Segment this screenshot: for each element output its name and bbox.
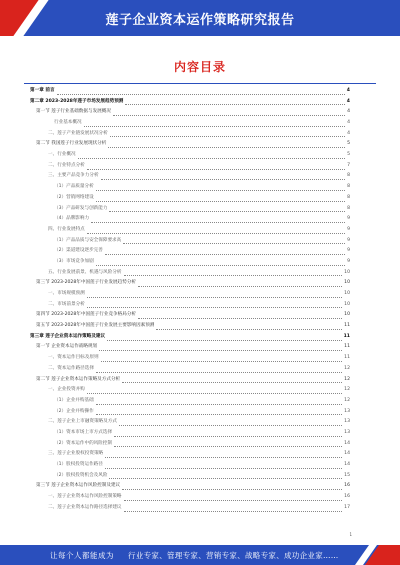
toc-dot-leader bbox=[96, 265, 345, 266]
toc-dot-leader bbox=[119, 425, 342, 426]
toc-entry-title: 第一节 企业资本运作战略规划 bbox=[36, 344, 98, 350]
toc-dot-leader bbox=[96, 404, 342, 405]
toc-entry-page: 8 bbox=[347, 173, 350, 179]
toc-entry-page: 4 bbox=[346, 98, 350, 104]
toc-entry[interactable] bbox=[30, 481, 350, 492]
toc-entry-page: 16 bbox=[344, 483, 350, 489]
table-of-contents bbox=[30, 86, 350, 514]
toc-entry[interactable] bbox=[30, 214, 350, 225]
toc-dot-leader bbox=[108, 147, 345, 148]
toc-entry-page: 13 bbox=[344, 429, 350, 435]
toc-entry-page: 4 bbox=[346, 87, 350, 93]
toc-entry-page: 5 bbox=[347, 141, 350, 147]
toc-entry[interactable] bbox=[30, 139, 350, 150]
toc-entry-title: （3）产品研发与创新能力 bbox=[54, 205, 108, 211]
toc-entry-title: 第三节 莲子企业资本运作风险控制及建议 bbox=[36, 483, 121, 489]
toc-dot-leader bbox=[138, 318, 342, 319]
toc-dot-leader bbox=[124, 511, 343, 512]
toc-entry-page: 10 bbox=[344, 312, 350, 318]
toc-entry-title: 第一节 莲子行业基础数据与发展概况 bbox=[36, 109, 111, 115]
toc-entry[interactable] bbox=[30, 428, 350, 439]
toc-entry[interactable] bbox=[30, 204, 350, 215]
toc-entry-page: 13 bbox=[344, 408, 350, 414]
toc-entry[interactable] bbox=[30, 396, 350, 407]
toc-entry[interactable] bbox=[30, 97, 350, 108]
toc-entry-title: 第二节 莲子企业资本运作策略及方式分析 bbox=[36, 376, 121, 382]
toc-entry-title: 五、行业发展前景、机遇与风险分析 bbox=[48, 269, 122, 275]
toc-dot-leader bbox=[123, 243, 345, 244]
toc-entry-page: 9 bbox=[347, 226, 350, 232]
toc-dot-leader bbox=[124, 275, 343, 276]
toc-entry-page: 9 bbox=[347, 248, 350, 254]
toc-entry-page: 17 bbox=[344, 504, 350, 510]
toc-entry[interactable] bbox=[30, 182, 350, 193]
toc-entry-title: （3）市场竞争加剧 bbox=[54, 258, 94, 264]
toc-dot-leader bbox=[57, 94, 345, 95]
toc-entry-page: 9 bbox=[347, 258, 350, 264]
toc-entry-title: 三、主要产品竞争力分析 bbox=[48, 173, 99, 179]
toc-entry[interactable] bbox=[30, 107, 350, 118]
toc-entry-title: 二、资本运作路径选择 bbox=[48, 365, 94, 371]
toc-entry-title: 二、莲子产业链发展状况分析 bbox=[48, 130, 108, 136]
toc-entry[interactable] bbox=[30, 310, 350, 321]
toc-entry-page: 14 bbox=[344, 462, 350, 468]
toc-entry-page: 4 bbox=[347, 120, 350, 126]
toc-entry-title: 三、莲子企业股权投资策略 bbox=[48, 451, 104, 457]
toc-heading: 内容目录 bbox=[173, 60, 226, 74]
toc-entry-page: 4 bbox=[347, 109, 350, 115]
toc-entry[interactable] bbox=[30, 343, 350, 354]
toc-entry[interactable] bbox=[30, 471, 350, 482]
toc-entry-page: 10 bbox=[344, 291, 350, 297]
toc-dot-leader bbox=[101, 361, 343, 362]
toc-entry-page: 12 bbox=[344, 365, 350, 371]
toc-entry-page: 15 bbox=[344, 472, 350, 478]
toc-dot-leader bbox=[105, 468, 342, 469]
footer-slogan-right: 行业专家、管理专家、营销专家、战略专家、成功企业家…… bbox=[128, 551, 339, 560]
toc-entry-title: （1）产品品质与安全保障要求高 bbox=[54, 237, 122, 243]
toc-dot-leader bbox=[122, 489, 342, 490]
toc-entry[interactable] bbox=[30, 449, 350, 460]
toc-dot-leader bbox=[110, 136, 345, 137]
toc-entry-page: 11 bbox=[344, 323, 350, 329]
toc-entry[interactable] bbox=[30, 492, 350, 503]
toc-entry-title: （1）企业并购基础 bbox=[54, 397, 94, 403]
toc-entry-title: 一、企业投资并购 bbox=[48, 387, 85, 393]
toc-entry-page: 11 bbox=[344, 355, 350, 361]
toc-entry[interactable] bbox=[30, 417, 350, 428]
report-title: 莲子企业资本运作策略研究报告 bbox=[105, 13, 295, 28]
toc-entry[interactable] bbox=[30, 118, 350, 129]
toc-entry-page: 5 bbox=[347, 152, 350, 158]
toc-dot-leader bbox=[84, 126, 345, 127]
toc-entry-page: 9 bbox=[347, 216, 350, 222]
toc-divider bbox=[24, 83, 376, 84]
toc-dot-leader bbox=[156, 329, 342, 330]
toc-dot-leader bbox=[101, 179, 346, 180]
toc-entry-page: 4 bbox=[347, 130, 350, 136]
toc-dot-leader bbox=[78, 158, 345, 159]
toc-entry-page: 12 bbox=[344, 387, 350, 393]
toc-dot-leader bbox=[87, 297, 342, 298]
toc-entry-page: 14 bbox=[344, 440, 350, 446]
header-banner bbox=[0, 0, 400, 36]
toc-dot-leader bbox=[105, 457, 342, 458]
toc-dot-leader bbox=[96, 190, 345, 191]
toc-entry-title: 行业基本概况 bbox=[54, 120, 82, 126]
toc-entry[interactable] bbox=[30, 278, 350, 289]
toc-entry[interactable] bbox=[30, 321, 350, 332]
toc-entry[interactable] bbox=[30, 225, 350, 236]
toc-entry-page: 10 bbox=[344, 269, 350, 275]
toc-dot-leader bbox=[91, 222, 345, 223]
toc-entry-page: 13 bbox=[344, 419, 350, 425]
toc-entry[interactable] bbox=[30, 439, 350, 450]
toc-entry-page: 8 bbox=[347, 205, 350, 211]
toc-entry[interactable] bbox=[30, 268, 350, 279]
toc-dot-leader bbox=[87, 169, 345, 170]
toc-dot-leader bbox=[138, 286, 342, 287]
toc-entry-page: 16 bbox=[344, 494, 350, 500]
toc-entry-title: （1）资本市场上市方式选择 bbox=[54, 429, 113, 435]
toc-entry[interactable] bbox=[30, 236, 350, 247]
toc-dot-leader bbox=[107, 340, 341, 341]
toc-entry-title: 第二节 我国莲子行业发展现状分析 bbox=[36, 141, 107, 147]
toc-dot-leader bbox=[114, 436, 342, 437]
toc-dot-leader bbox=[96, 372, 342, 373]
toc-dot-leader bbox=[125, 104, 344, 105]
toc-entry-title: 一、行业概况 bbox=[48, 152, 76, 158]
toc-entry-title: 第一章 前言 bbox=[30, 87, 55, 93]
toc-entry-title: 二、行业特点分析 bbox=[48, 162, 85, 168]
page-number: 1 bbox=[349, 532, 352, 537]
toc-dot-leader bbox=[109, 478, 342, 479]
toc-entry[interactable] bbox=[30, 289, 350, 300]
toc-dot-leader bbox=[113, 115, 345, 116]
toc-entry[interactable] bbox=[30, 86, 350, 97]
toc-entry-title: （4）品牌影响力 bbox=[54, 216, 90, 222]
toc-dot-leader bbox=[124, 500, 343, 501]
toc-entry-title: 第四节 2023-2028年中国莲子行业竞争格局分析 bbox=[36, 312, 137, 318]
toc-entry[interactable] bbox=[30, 353, 350, 364]
toc-entry-title: 第三章 莲子企业资本运作策略及建议 bbox=[30, 333, 106, 339]
toc-entry-title: （2）股权投资机会及风险 bbox=[54, 472, 108, 478]
toc-entry-title: （1）股权投资运作路径 bbox=[54, 462, 103, 468]
toc-dot-leader bbox=[99, 350, 342, 351]
toc-entry[interactable] bbox=[30, 375, 350, 386]
toc-entry[interactable] bbox=[30, 364, 350, 375]
toc-entry-title: 一、资本运作目标及原则 bbox=[48, 355, 99, 361]
toc-entry[interactable] bbox=[30, 407, 350, 418]
toc-dot-leader bbox=[105, 254, 345, 255]
toc-entry-page: 10 bbox=[344, 280, 350, 286]
toc-entry-title: 四、行业发展特点 bbox=[48, 226, 85, 232]
toc-entry-title: （2）营销网络建设 bbox=[54, 194, 94, 200]
toc-dot-leader bbox=[122, 382, 342, 383]
toc-entry-page: 10 bbox=[344, 301, 350, 307]
toc-entry[interactable] bbox=[30, 503, 350, 514]
toc-entry-page: 14 bbox=[344, 451, 350, 457]
toc-entry[interactable] bbox=[30, 172, 350, 183]
toc-dot-leader bbox=[87, 307, 342, 308]
toc-entry-page: 11 bbox=[343, 333, 350, 339]
toc-dot-leader bbox=[96, 201, 345, 202]
toc-entry-title: 第二章 2023-2028年莲子市场发展趋势预测 bbox=[30, 98, 124, 104]
toc-entry-title: 一、市场规模预测 bbox=[48, 291, 85, 297]
toc-entry-page: 12 bbox=[344, 376, 350, 382]
toc-dot-leader bbox=[87, 233, 345, 234]
toc-entry[interactable] bbox=[30, 246, 350, 257]
toc-entry-title: 第三节 2023-2028年中国莲子行业发展趋势分析 bbox=[36, 280, 137, 286]
toc-entry[interactable] bbox=[30, 161, 350, 172]
toc-entry-page: 11 bbox=[344, 344, 350, 350]
toc-entry[interactable] bbox=[30, 193, 350, 204]
toc-entry-title: 二、莲子企业资本运作路径选择建议 bbox=[48, 504, 122, 510]
toc-entry[interactable] bbox=[30, 150, 350, 161]
footer-banner bbox=[0, 545, 400, 565]
toc-dot-leader bbox=[96, 414, 342, 415]
toc-dot-leader bbox=[114, 446, 342, 447]
toc-entry-title: 第五节 2023-2028年中国莲子行业发展主要影响因素预测 bbox=[36, 323, 155, 329]
toc-entry[interactable] bbox=[30, 300, 350, 311]
toc-entry-page: 8 bbox=[347, 184, 350, 190]
toc-entry-page: 12 bbox=[344, 397, 350, 403]
toc-entry-page: 7 bbox=[347, 162, 350, 168]
toc-entry-title: （2）企业并购操作 bbox=[54, 408, 94, 414]
toc-entry-title: 一、莲子企业资本运作风险控制策略 bbox=[48, 494, 122, 500]
toc-entry[interactable] bbox=[30, 332, 350, 343]
toc-entry-title: 二、市场前景分析 bbox=[48, 301, 85, 307]
toc-dot-leader bbox=[109, 211, 345, 212]
toc-entry[interactable] bbox=[30, 129, 350, 140]
toc-entry-title: 二、莲子企业上市融资策略及方式 bbox=[48, 419, 117, 425]
toc-entry-page: 9 bbox=[347, 237, 350, 243]
toc-dot-leader bbox=[87, 393, 342, 394]
toc-entry[interactable] bbox=[30, 385, 350, 396]
toc-entry-title: （1）产品质量分析 bbox=[54, 184, 94, 190]
footer-slogan-left: 让每个人都能成为 bbox=[50, 551, 114, 560]
toc-entry-title: （2）资本运作中的风险控制 bbox=[54, 440, 113, 446]
toc-entry-page: 8 bbox=[347, 194, 350, 200]
toc-entry-title: （2）渠道建设逐步完善 bbox=[54, 248, 103, 254]
toc-entry[interactable] bbox=[30, 460, 350, 471]
toc-entry[interactable] bbox=[30, 257, 350, 268]
